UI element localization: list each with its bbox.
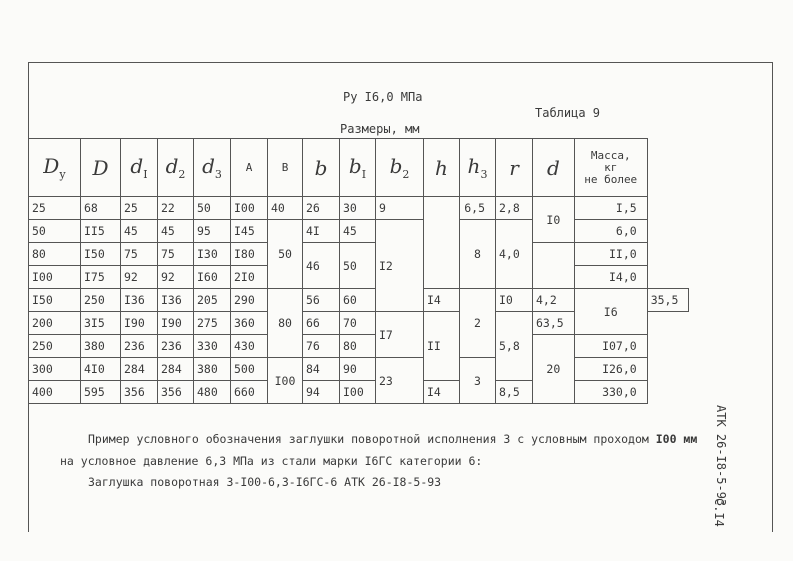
cell-d1: 236 (121, 335, 158, 358)
cell-d-outer: 250 (81, 289, 121, 312)
cell-d-small: I0 (533, 197, 575, 243)
dimensions-table (28, 138, 689, 404)
cell-b: 84 (303, 358, 340, 381)
example-line-2: на условное давление 6,3 МПа из стали марки I6ГС категории 6: (60, 454, 483, 468)
header-dy: $D_у$ (29, 139, 81, 197)
cell-b1: 45 (340, 220, 376, 243)
cell-dy: 80 (29, 243, 81, 266)
cell-d3: I60 (194, 266, 231, 289)
cell-dy: 400 (29, 381, 81, 404)
cell-b2: I2 (376, 220, 424, 312)
cell-dy: 200 (29, 312, 81, 335)
header-b-upper: B (268, 139, 303, 197)
table-row (29, 197, 689, 220)
cell-mass: 35,5 (647, 289, 689, 312)
cell-b: 66 (303, 312, 340, 335)
cell-b1: 70 (340, 312, 376, 335)
cell-d3: 380 (194, 358, 231, 381)
cell-h (424, 197, 460, 289)
cell-b1: 50 (340, 243, 376, 289)
header-a: A (231, 139, 268, 197)
header-d2: $d_2$ (158, 139, 194, 197)
cell-mass: 330,0 (574, 381, 647, 404)
header-b1: $b_I$ (340, 139, 376, 197)
cell-d1: 92 (121, 266, 158, 289)
cell-d2: 22 (158, 197, 194, 220)
cell-b1: 60 (340, 289, 376, 312)
table-row (29, 243, 689, 266)
cell-h3: I0 (496, 289, 533, 312)
cell-d2: 356 (158, 381, 194, 404)
cell-h3: I4 (424, 381, 460, 404)
header-d1: $d_I$ (121, 139, 158, 197)
cell-r: 2,8 (496, 197, 533, 220)
cell-d-outer: 380 (81, 335, 121, 358)
cell-r: 8,5 (496, 381, 533, 404)
header-h: h (424, 139, 460, 197)
document-code: АТК 26-I8-5-93 (714, 405, 728, 507)
cell-d1: 45 (121, 220, 158, 243)
table-row (29, 381, 689, 404)
cell-dy: 50 (29, 220, 81, 243)
cell-b1: 80 (340, 335, 376, 358)
dimensions-label: Размеры, мм (340, 122, 420, 136)
cell-b2: I7 (376, 312, 424, 358)
table-header-row (29, 139, 689, 197)
cell-mass: 6,0 (574, 220, 647, 243)
header-r: r (496, 139, 533, 197)
table-number: Таблица 9 (535, 106, 601, 120)
header-h3: $h_3$ (460, 139, 496, 197)
cell-dy: I50 (29, 289, 81, 312)
cell-a: 660 (231, 381, 268, 404)
cell-a: I80 (231, 243, 268, 266)
cell-dy: 250 (29, 335, 81, 358)
cell-d2: 284 (158, 358, 194, 381)
cell-h: 2 (460, 289, 496, 358)
cell-b2: I4 (424, 289, 460, 312)
example-line-1: Пример условного обозначения заглушки поворотной исполнения 3 с условным проходом I00 мм (88, 432, 698, 446)
cell-mass: I07,0 (574, 335, 647, 358)
header-d-small: d (533, 139, 575, 197)
cell-b: 26 (303, 197, 340, 220)
table-row (29, 289, 689, 312)
cell-d1: 75 (121, 243, 158, 266)
cell-b-upper: 80 (268, 289, 303, 358)
cell-d-outer: 4I0 (81, 358, 121, 381)
table-row (29, 358, 689, 381)
table-row (29, 220, 689, 243)
header-d-outer: D (81, 139, 121, 197)
cell-mass: II,0 (574, 243, 647, 266)
cell-mass: I4,0 (574, 266, 647, 289)
cell-h3: 8 (460, 220, 496, 289)
cell-b-upper: I00 (268, 358, 303, 404)
cell-b: 4I (303, 220, 340, 243)
cell-d-small: I6 (574, 289, 647, 335)
header-b2: $b_2$ (376, 139, 424, 197)
cell-a: 430 (231, 335, 268, 358)
cell-d3: 205 (194, 289, 231, 312)
header-d3: $d_3$ (194, 139, 231, 197)
cell-b1: I00 (340, 381, 376, 404)
cell-b1: 30 (340, 197, 376, 220)
table-row (29, 335, 689, 358)
header-mass: Масса, кг не более (574, 139, 647, 197)
cell-d1: 25 (121, 197, 158, 220)
pressure-label: Ру I6,0 МПа (343, 90, 423, 104)
cell-b2: 9 (376, 197, 424, 220)
cell-a: I45 (231, 220, 268, 243)
cell-b-upper: 40 (268, 197, 303, 220)
cell-dy: 300 (29, 358, 81, 381)
cell-d2: 45 (158, 220, 194, 243)
cell-dy: I00 (29, 266, 81, 289)
cell-d-outer: 3I5 (81, 312, 121, 335)
cell-mass: 63,5 (533, 312, 575, 335)
cell-d3: 330 (194, 335, 231, 358)
cell-d1: 356 (121, 381, 158, 404)
cell-a: 290 (231, 289, 268, 312)
cell-r: 5,8 (496, 312, 533, 381)
cell-h3: 6,5 (460, 197, 496, 220)
cell-d2: 92 (158, 266, 194, 289)
cell-d1: I36 (121, 289, 158, 312)
cell-b: 56 (303, 289, 340, 312)
cell-h3: II (424, 312, 460, 381)
cell-a: 2I0 (231, 266, 268, 289)
cell-d-outer: I50 (81, 243, 121, 266)
cell-d2: 75 (158, 243, 194, 266)
page-number: С.I4 (712, 498, 726, 527)
cell-d3: 275 (194, 312, 231, 335)
cell-d-small (533, 243, 575, 289)
header-b: b (303, 139, 340, 197)
cell-a: 500 (231, 358, 268, 381)
cell-b: 94 (303, 381, 340, 404)
cell-b1: 90 (340, 358, 376, 381)
cell-d3: 50 (194, 197, 231, 220)
cell-a: I00 (231, 197, 268, 220)
cell-b-upper: 50 (268, 220, 303, 289)
cell-d1: 284 (121, 358, 158, 381)
cell-r: 4,2 (533, 289, 575, 312)
cell-d2: I90 (158, 312, 194, 335)
cell-d3: I30 (194, 243, 231, 266)
cell-d-small: 20 (533, 335, 575, 404)
cell-h: 3 (460, 358, 496, 404)
cell-a: 360 (231, 312, 268, 335)
cell-d3: 95 (194, 220, 231, 243)
cell-d2: I36 (158, 289, 194, 312)
cell-b2: 23 (376, 358, 424, 404)
cell-d-outer: II5 (81, 220, 121, 243)
cell-mass: I,5 (574, 197, 647, 220)
cell-b: 46 (303, 243, 340, 289)
cell-b: 76 (303, 335, 340, 358)
cell-d-outer: 595 (81, 381, 121, 404)
example-line-3: Заглушка поворотная 3-I00-6,3-I6ГС-6 АТК 26-I8-5-93 (88, 475, 442, 489)
cell-d-outer: 68 (81, 197, 121, 220)
cell-r: 4,0 (496, 220, 533, 289)
cell-d2: 236 (158, 335, 194, 358)
cell-mass: I26,0 (574, 358, 647, 381)
cell-d-outer: I75 (81, 266, 121, 289)
cell-dy: 25 (29, 197, 81, 220)
cell-d3: 480 (194, 381, 231, 404)
cell-d1: I90 (121, 312, 158, 335)
